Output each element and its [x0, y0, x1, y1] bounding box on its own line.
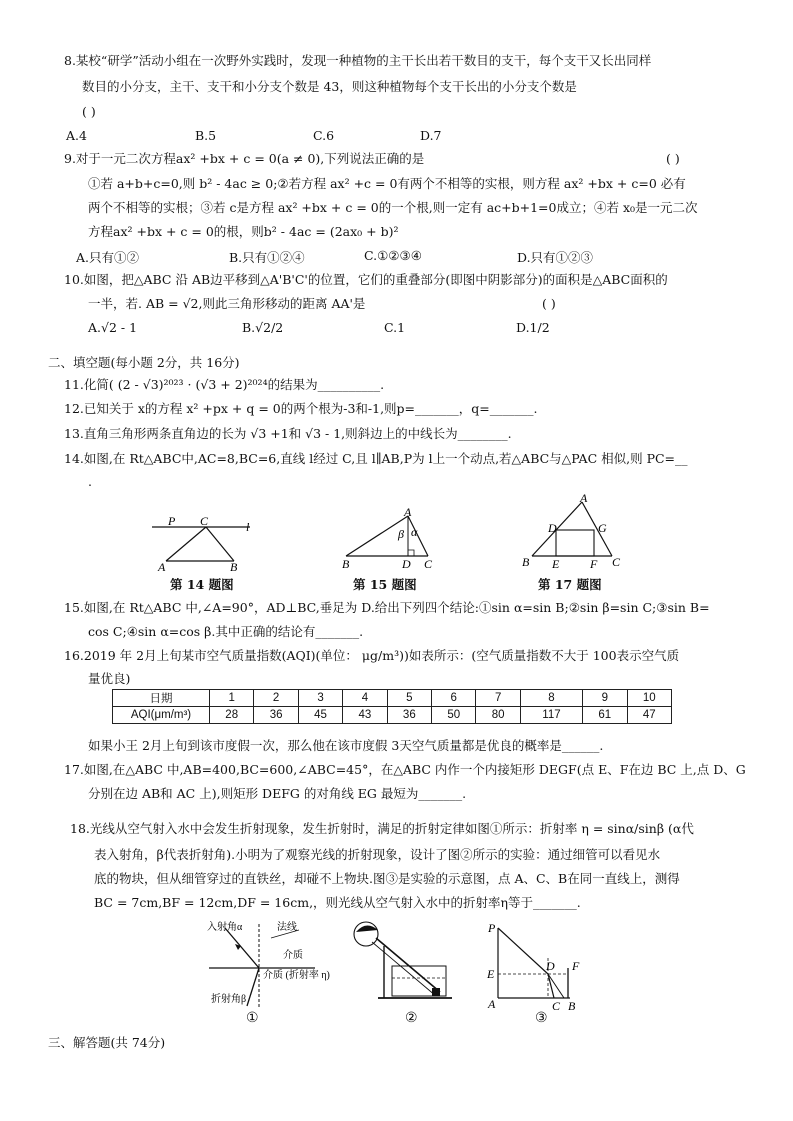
- figure-14-caption: 第 14 题图: [170, 577, 234, 592]
- figure-17-caption: 第 17 题图: [538, 577, 602, 592]
- table-cell: 10: [627, 690, 671, 707]
- table-cell: 80: [476, 707, 520, 724]
- fig18-label-d: D: [546, 959, 555, 973]
- q10-option-c: C.1: [384, 320, 406, 335]
- q16-line1: 16.2019 年 2月上旬某市空气质量指数(AQI)(单位： μg/m³))如表所示：(空气质量指数不大于 100表示空气质: [64, 648, 680, 663]
- fig18-label-medium2: 介质 (折射率 η): [263, 970, 330, 981]
- table-cell: 47: [627, 707, 671, 724]
- fig15-label-beta: β: [398, 527, 404, 541]
- q18-line1: 18.光线从空气射入水中会发生折射现象，发生折射时，满足的折射定律如图①所示：折射率 η = sinα/sinβ (α代: [70, 821, 694, 836]
- q9-paren: ( ): [666, 151, 680, 166]
- q15-line2: cos C;④sin α=cos β.其中正确的结论有_______.: [88, 624, 364, 639]
- q15-line1: 15.如图,在 Rt△ABC 中,∠A=90°，AD⊥BC,垂足为 D.给出下列四个结论:①sin α=sin B;②sin β=sin C;③sin B=: [64, 600, 710, 615]
- q16-line3: 如果小王 2月上旬到该市度假一次，那么他在该市度假 3天空气质量都是优良的概率是______.: [88, 738, 604, 753]
- fig15-label-a: A: [404, 508, 412, 519]
- figure-18-3-schematic: [482, 918, 592, 1010]
- fig18-label-b: B: [568, 999, 576, 1010]
- fig15-label-b: B: [342, 557, 350, 571]
- q11: 11.化简( (2 - √3)²⁰²³ · (√3 + 2)²⁰²⁴的结果为__________.: [64, 377, 385, 392]
- fig17-label-g: G: [598, 521, 607, 535]
- table-cell: 1: [210, 690, 254, 707]
- table-cell: 61: [583, 707, 627, 724]
- table-cell: 117: [520, 707, 582, 724]
- q8-option-b: B.5: [195, 128, 217, 143]
- figure-17: [518, 492, 628, 574]
- q10-line1: 10.如图，把△ABC 沿 AB边平移到△A'B'C'的位置，它们的重叠部分(即图中阴影部分)的面积是△ABC面积的: [64, 272, 668, 287]
- fig15-label-d: D: [402, 557, 411, 571]
- q10-option-a: A.√2 - 1: [88, 320, 138, 335]
- table-cell: 9: [583, 690, 627, 707]
- figure-18-3-number: ③: [535, 1010, 548, 1026]
- fig18-label-normal: 法线: [277, 922, 297, 933]
- fig18-label-f: F: [572, 959, 580, 973]
- table-cell: 2: [254, 690, 298, 707]
- q8-option-a: A.4: [66, 128, 87, 143]
- q14-line2: .: [88, 474, 92, 489]
- fig17-label-b: B: [522, 555, 530, 569]
- fig14-label-l: l: [246, 520, 250, 534]
- figure-18-1-refraction: [205, 918, 365, 1010]
- fig18-label-c: C: [552, 999, 561, 1010]
- q9-line2: ①若 a+b+c=0,则 b² - 4ac ≥ 0;②若方程 ax² +c = 0有两个不相等的实根，则方程 ax² +bx + c=0 必有: [88, 176, 686, 191]
- fig15-label-alpha: α: [411, 525, 418, 539]
- q12: 12.已知关于 x的方程 x² +px + q = 0的两个根为-3和-1,则p=_______，q=_______.: [64, 401, 538, 416]
- figure-15: [338, 508, 448, 572]
- fig18-label-medium1: 介质: [283, 950, 303, 961]
- fig18-label-refract: 折射角β: [211, 994, 247, 1005]
- section-2-heading: 二、填空题(每小题 2分，共 16分): [48, 355, 240, 370]
- table-cell: 5: [387, 690, 431, 707]
- figure-14: [150, 515, 260, 575]
- fig18-label-a: A: [488, 997, 496, 1010]
- fig14-label-c: C: [200, 515, 209, 528]
- section-3-heading: 三、解答题(共 74分): [48, 1035, 166, 1050]
- fig18-label-p: P: [488, 921, 496, 935]
- q8-line2: 数目的小分支，主干、支干和小分支个数是 43，则这种植物每个支干长出的小分支个数是: [82, 79, 577, 94]
- q10-option-d: D.1/2: [516, 320, 550, 335]
- table-cell: 8: [520, 690, 582, 707]
- fig14-label-a: A: [158, 560, 166, 574]
- q8-option-c: C.6: [313, 128, 335, 143]
- fig17-label-d: D: [548, 521, 557, 535]
- q14-line1: 14.如图,在 Rt△ABC中,AC=8,BC=6,直线 l经过 C,且 l∥AB,P为 l上一个动点,若△ABC与△PAC 相似,则 PC=__: [64, 451, 688, 466]
- q8-line1: 8.某校“研学”活动小组在一次野外实践时，发现一种植物的主干长出若干数目的支干，每个支干又长出同样: [64, 53, 652, 68]
- q9-option-b: B.只有①②④: [229, 250, 305, 265]
- table-cell: 日期: [113, 690, 210, 707]
- table-cell: 43: [343, 707, 387, 724]
- fig17-label-e: E: [552, 557, 560, 571]
- q10-line2: 一半，若. AB = √2,则此三角形移动的距离 AA'是: [88, 296, 366, 311]
- fig17-label-c: C: [612, 555, 621, 569]
- q13: 13.直角三角形两条直角边的长为 √3 +1和 √3 - 1,则斜边上的中线长为________.: [64, 426, 512, 441]
- q9-option-d: D.只有①②③: [517, 250, 594, 265]
- q8-paren: ( ): [82, 104, 96, 119]
- q10-option-b: B.√2/2: [242, 320, 284, 335]
- q10-paren: ( ): [542, 296, 556, 311]
- q9-line4: 方程ax² +bx + c = 0的根，则b² - 4ac = (2ax₀ + b)²: [88, 224, 399, 239]
- q18-line3: 底的物块，但从细管穿过的直铁丝，却碰不上物块.图③是实验的示意图，点 A、C、B在同一直线上，测得: [94, 871, 680, 886]
- q9-option-a: A.只有①②: [76, 250, 140, 265]
- fig17-label-f: F: [590, 557, 598, 571]
- figure-18-2-number: ②: [405, 1010, 418, 1026]
- q9-option-c: C.①②③④: [364, 248, 422, 263]
- q18-line4: BC = 7cm,BF = 12cm,DF = 16cm,，则光线从空气射入水中的折射率η等于_______.: [94, 895, 581, 910]
- fig14-label-b: B: [230, 560, 238, 574]
- table-cell: 28: [210, 707, 254, 724]
- table-cell: AQI(μm/m³): [113, 707, 210, 724]
- table-cell: 36: [254, 707, 298, 724]
- table-cell: 4: [343, 690, 387, 707]
- fig14-label-p: P: [168, 515, 176, 528]
- table-cell: 7: [476, 690, 520, 707]
- q17-line1: 17.如图,在△ABC 中,AB=400,BC=600,∠ABC=45°，在△ABC 内作一个内接矩形 DEGF(点 E、F在边 BC 上,点 D、G: [64, 762, 746, 777]
- aqi-table-header-row: [113, 690, 672, 707]
- table-cell: 50: [432, 707, 476, 724]
- q9-line1: 9.对于一元二次方程ax² +bx + c = 0(a ≠ 0),下列说法正确的是: [64, 151, 425, 166]
- fig18-label-e: E: [487, 967, 495, 981]
- aqi-table: [112, 689, 672, 724]
- q8-option-d: D.7: [420, 128, 442, 143]
- figure-15-caption: 第 15 题图: [353, 577, 417, 592]
- fig15-label-c: C: [424, 557, 433, 571]
- q18-line2: 表入射角，β代表折射角).小明为了观察光线的折射现象，设计了图②所示的实验：通过细管可以看见水: [94, 847, 661, 862]
- fig18-label-incident: 入射角α: [207, 922, 243, 933]
- figure-18-2-experiment: [348, 916, 458, 1006]
- fig17-label-a: A: [580, 492, 588, 505]
- table-cell: 36: [387, 707, 431, 724]
- table-cell: 45: [298, 707, 342, 724]
- q9-line3: 两个不相等的实根；③若 c是方程 ax² +bx + c = 0的一个根,则一定有 ac+b+1=0成立；④若 x₀是一元二次: [88, 200, 698, 215]
- aqi-table-value-row: [113, 707, 672, 724]
- table-cell: 3: [298, 690, 342, 707]
- figure-18-1-number: ①: [246, 1010, 259, 1026]
- table-cell: 6: [432, 690, 476, 707]
- q16-line2: 量优良): [88, 671, 131, 686]
- q17-line2: 分别在边 AB和 AC 上),则矩形 DEFG 的对角线 EG 最短为_______.: [88, 786, 467, 801]
